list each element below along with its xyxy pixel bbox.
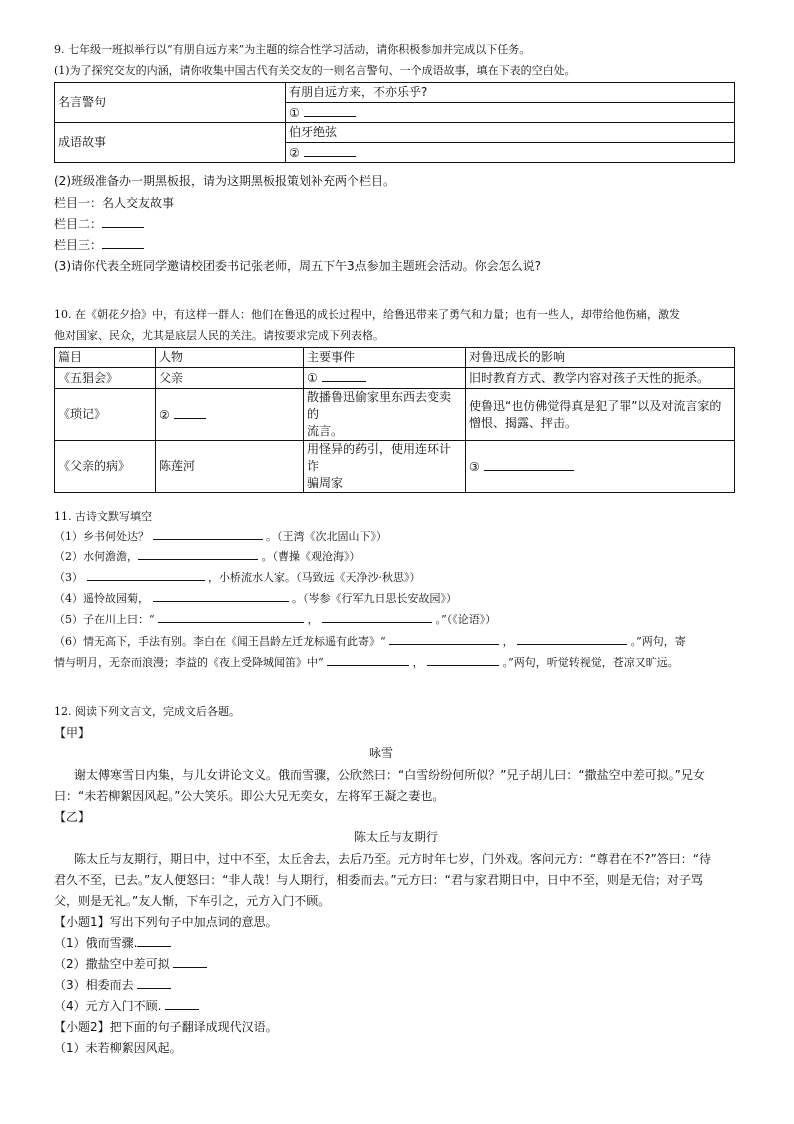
section-jia: 【甲】 [54, 726, 91, 740]
answer-cell-3[interactable]: ③ [466, 441, 735, 493]
column-2[interactable]: 栏目二： [54, 215, 144, 233]
passage-2-line: 父，则是无礼。”友人惭，下车引之，元方入门不顾。 [54, 894, 331, 908]
answer-item-3[interactable]: （3）相委而去 [54, 976, 171, 994]
cell: 陈莲河 [156, 441, 304, 493]
answer-item-4[interactable]: （4）元方入门不顾. [54, 997, 199, 1015]
header-cell: 主要事件 [304, 348, 466, 368]
cell: 《琐记》 [55, 389, 156, 441]
q10-table [54, 347, 735, 493]
answer-cell-1[interactable]: ① [304, 368, 466, 389]
passage-2-line: 君久不至，已去。”友人便怒曰：“非人哉！与人期行，相委而去。”元方曰：“君与家君期日中，日中不至，则是无信；对子骂 [54, 873, 703, 887]
sub-question-2: 【小题2】把下面的句子翻译成现代汉语。 [54, 1020, 278, 1034]
poem-line-4[interactable]: （4）遥怜故园菊， 。（岑参《行军九日思长安故园》） [54, 589, 457, 608]
q9-table [54, 82, 735, 163]
poem-line-6[interactable]: （6）情无高下，手法有别。李白在《闻王昌龄左迁龙标遥有此寄》“ ， 。”两句，寄 [54, 632, 686, 651]
cell: 使鲁迅“也仿佛觉得真是犯了罪”以及对流言家的 憎恨、揭露、抨击。 [466, 389, 735, 441]
cell: 散播鲁迅偷家里东西去变卖的 流言。 [304, 389, 466, 441]
answer-item-2[interactable]: （2）撒盐空中差可拟 [54, 955, 207, 973]
answer-cell-2[interactable]: ② [286, 143, 735, 163]
q12-title: 12. 阅读下列文言文，完成文后各题。 [54, 705, 240, 718]
cell: 旧时教育方式、教学内容对孩子天性的扼杀。 [466, 368, 735, 389]
answer-cell-1[interactable]: ① [286, 103, 735, 123]
poem-line-2[interactable]: （2）水何澹澹， 。（曹操《观沧海》） [54, 547, 361, 566]
q9-part3: (3)请你代表全班同学邀请校团委书记张老师，周五下午3点参加主题班会活动。你会怎么说? [54, 259, 542, 273]
section-yi: 【乙】 [54, 810, 91, 824]
poem-line-3[interactable]: （3） ，小桥流水人家。（马致远《天净沙·秋思》） [54, 568, 421, 587]
cell: 《五猖会》 [55, 368, 156, 389]
answer-cell-2[interactable]: ② [156, 389, 304, 441]
passage-1-line: 曰：“未若柳絮因风起。”公大笑乐。即公大兄无奕女，左将军王凝之妻也。 [54, 789, 445, 803]
cell: 伯牙绝弦 [286, 123, 735, 143]
column-3[interactable]: 栏目三： [54, 236, 144, 254]
cell-label: 名言警句 [55, 83, 286, 123]
cell: 父亲 [156, 368, 304, 389]
passage-title-1: 咏雪 [369, 746, 394, 760]
header-cell: 人物 [156, 348, 304, 368]
q11-title: 11. 古诗文默写填空 [54, 510, 152, 523]
cell: 有朋自远方来，不亦乐乎? [286, 83, 735, 103]
passage-title-2: 陈太丘与友期行 [354, 830, 439, 844]
header-cell: 篇目 [55, 348, 156, 368]
q9-stem: 9. 七年级一班拟举行以“有朋自远方来”为主题的综合性学习活动，请你积极参加并完成以下任务。 [54, 43, 531, 56]
answer-item-1[interactable]: （1）俄而雪骤. [54, 934, 171, 952]
translate-item-1: （1）未若柳絮因风起。 [54, 1041, 182, 1055]
poem-line-5[interactable]: （5）子在川上曰：“ ， 。”（《论语》） [54, 610, 496, 629]
column-1: 栏目一：名人交友故事 [54, 196, 175, 210]
cell: 用怪异的药引，使用连环计诈 骗周家 [304, 441, 466, 493]
poem-line-7[interactable]: 情与明月，无奈而浪漫；李益的《夜上受降城闻笛》中“ ， 。”两句，听觉转视觉，苍凉又旷远。 [54, 653, 679, 672]
header-cell: 对鲁迅成长的影响 [466, 348, 735, 368]
poem-line-1[interactable]: （1）乡书何处达？ 。（王湾《次北固山下》） [54, 527, 387, 546]
q9-part2: (2)班级准备办一期黑板报，请为这期黑板报策划补充两个栏目。 [54, 174, 396, 188]
q10-stem-line2: 他对国家、民众，尤其是底层人民的关注。请按要求完成下列表格。 [54, 329, 384, 342]
passage-2-line: 陈太丘与友期行，期日中，过中不至，太丘舍去，去后乃至。元方时年七岁，门外戏。客问元方：“尊君在不?”答曰：“待 [74, 852, 712, 866]
cell-label: 成语故事 [55, 123, 286, 163]
q10-stem-line1: 10. 在《朝花夕拾》中，有这样一群人：他们在鲁迅的成长过程中，给鲁迅带来了勇气和力量；也有一些人，却带给他伤痛，激发 [54, 308, 680, 321]
q9-part1: (1)为了探究交友的内涵，请你收集中国古代有关交友的一则名言警句、一个成语故事，填在下表的空白处。 [54, 64, 576, 77]
cell: 《父亲的病》 [55, 441, 156, 493]
sub-question-1: 【小题1】写出下列句子中加点词的意思。 [54, 915, 278, 929]
passage-1-line: 谢太傅寒雪日内集，与儿女讲论文义。俄而雪骤，公欣然曰：“白雪纷纷何所似？”兄子胡儿曰：“撒盐空中差可拟。”兄女 [74, 768, 705, 782]
